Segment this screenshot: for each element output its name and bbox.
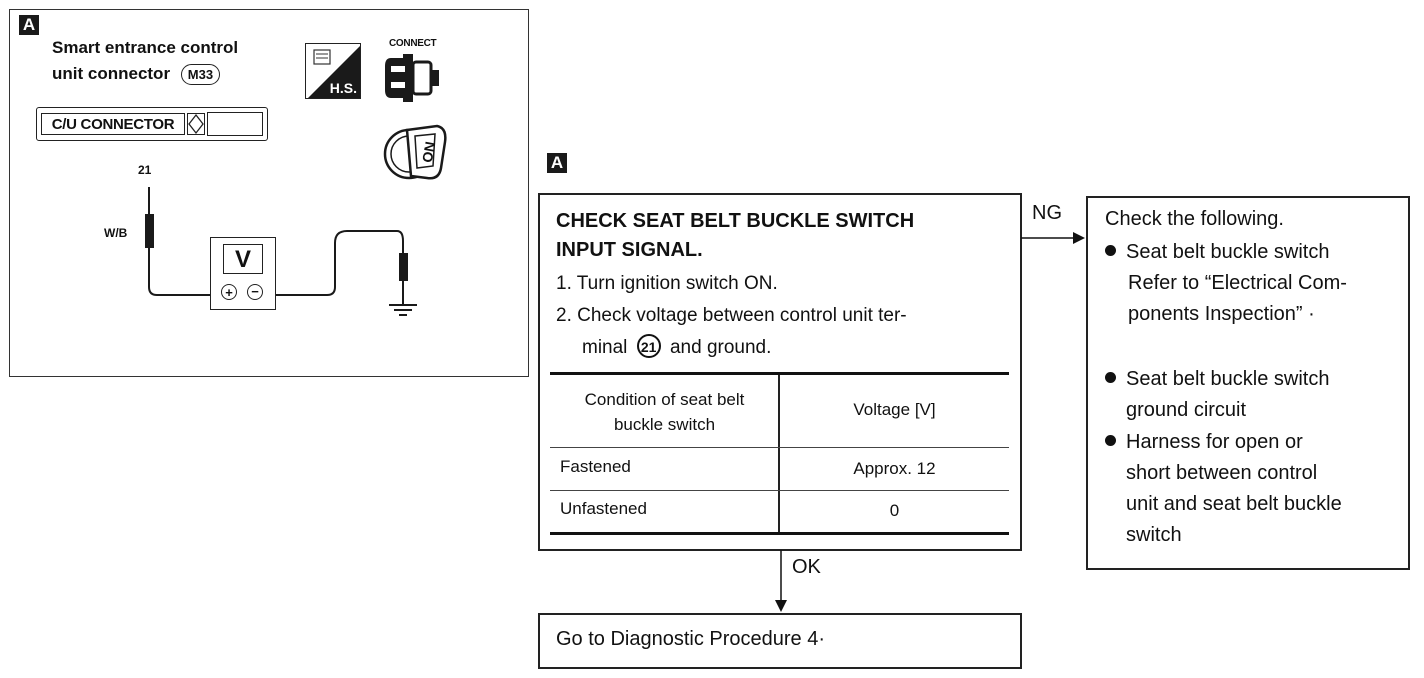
ng-label: NG bbox=[1032, 202, 1062, 224]
connector-title-line1: Smart entrance control bbox=[52, 38, 239, 57]
wiring-lines bbox=[9, 9, 529, 377]
table-row-unfastened-condition: Unfastened bbox=[560, 499, 647, 518]
ng-box-heading: Check the following. bbox=[1105, 208, 1284, 230]
cu-connector-label: C/U CONNECTOR bbox=[41, 113, 185, 135]
table-row-unfastened-voltage: 0 bbox=[889, 501, 900, 520]
minus-terminal-icon: − bbox=[247, 284, 263, 300]
table-header-condition: Condition of seat belt buckle switch bbox=[584, 390, 745, 434]
voltmeter bbox=[210, 237, 276, 310]
section-tag-a-diagram: A bbox=[19, 15, 39, 35]
voltage-table bbox=[550, 372, 1009, 535]
table-row-border bbox=[550, 490, 1009, 491]
ng-item-2-line1: Seat belt buckle switch bbox=[1126, 368, 1330, 390]
bullet-icon bbox=[1105, 245, 1116, 256]
ng-item-2-line2: ground circuit bbox=[1126, 399, 1247, 421]
ng-item-3-line2: short between control bbox=[1126, 462, 1318, 484]
connector-id-badge: M33 bbox=[181, 64, 220, 85]
ng-item-1-line3: ponents Inspection” · bbox=[1128, 303, 1315, 325]
table-header-voltage: Voltage [V] bbox=[853, 400, 936, 419]
check-step-2: 2. Check voltage between control unit ter- bbox=[556, 305, 907, 326]
ok-box-text: Go to Diagnostic Procedure 4· bbox=[556, 628, 826, 650]
ng-item-buckle-switch bbox=[1105, 237, 1347, 330]
connect-label: CONNECT bbox=[389, 38, 437, 49]
check-title-line2: INPUT SIGNAL. bbox=[556, 239, 703, 261]
ng-item-3-line3: unit and seat belt buckle bbox=[1126, 493, 1342, 515]
bullet-icon bbox=[1105, 435, 1116, 446]
check-title-line1: CHECK SEAT BELT BUCKLE SWITCH bbox=[556, 210, 915, 232]
ng-item-1-line1: Seat belt buckle switch bbox=[1126, 241, 1330, 263]
terminal-21-badge: 21 bbox=[637, 334, 661, 358]
ng-item-1-line2: Refer to “Electrical Com- bbox=[1128, 272, 1347, 294]
table-row-fastened-voltage: Approx. 12 bbox=[853, 459, 936, 478]
ok-arrow bbox=[771, 550, 791, 614]
ng-item-harness bbox=[1105, 427, 1342, 551]
wire-color-label: W/B bbox=[104, 226, 128, 240]
ok-label: OK bbox=[792, 556, 821, 578]
check-step-2-cont bbox=[582, 332, 771, 363]
table-row-fastened-condition: Fastened bbox=[560, 457, 631, 476]
ng-arrow bbox=[1021, 228, 1091, 248]
check-step-1: 1. Turn ignition switch ON. bbox=[556, 273, 778, 294]
connector-title-line2: unit connector bbox=[52, 64, 171, 83]
bullet-icon bbox=[1105, 372, 1116, 383]
plus-terminal-icon: + bbox=[221, 284, 237, 300]
ng-item-3-line1: Harness for open or bbox=[1126, 431, 1303, 453]
ignition-on-label: ON bbox=[418, 140, 439, 164]
check-title bbox=[556, 207, 914, 265]
voltmeter-display: V bbox=[223, 244, 263, 274]
table-header-row-border bbox=[550, 447, 1009, 448]
ng-item-ground-circuit bbox=[1105, 364, 1329, 426]
terminal-number-label: 21 bbox=[138, 163, 152, 177]
section-tag-a-check: A bbox=[547, 153, 567, 173]
ng-item-3-line4: switch bbox=[1126, 524, 1182, 546]
step2-minal: minal bbox=[582, 337, 628, 358]
hs-label: H.S. bbox=[329, 80, 357, 96]
step2-and-ground: and ground. bbox=[669, 337, 772, 358]
